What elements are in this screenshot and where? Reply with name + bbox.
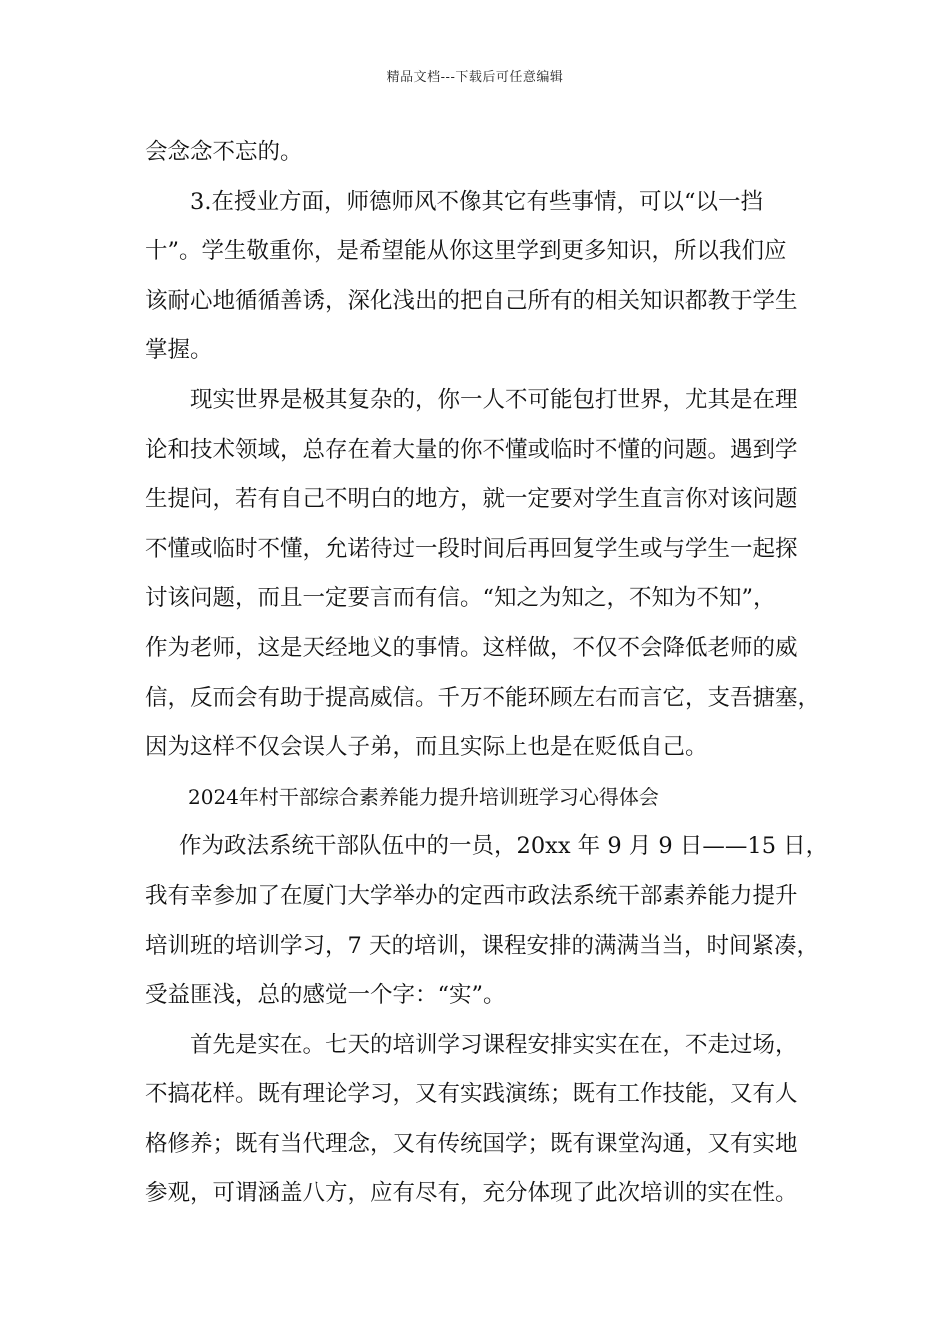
section-title: 2024年村干部综合素养能力提升培训班学习心得体会 bbox=[188, 784, 659, 809]
paragraph-line: 十”。学生敬重你，是希望能从你这里学到更多知识，所以我们应 bbox=[145, 238, 787, 265]
paragraph-line: 参观，可谓涵盖八方，应有尽有，充分体现了此次培训的实在性。 bbox=[145, 1180, 798, 1207]
paragraph-line: 受益匪浅，总的感觉一个字：“实”。 bbox=[145, 982, 506, 1009]
paragraph-line: 掌握。 bbox=[145, 337, 213, 364]
paragraph-line: 该耐心地循循善诱，深化浅出的把自己所有的相关知识都教于学生 bbox=[145, 287, 798, 314]
paragraph-line: 首先是实在。七天的培训学习课程安排实实在在，不走过场， bbox=[190, 1031, 798, 1058]
document-body bbox=[145, 128, 829, 1219]
paragraph-line: 会念念不忘的。 bbox=[145, 139, 303, 165]
paragraph-line: 不搞花样。既有理论学习，又有实践演练；既有工作技能，又有人 bbox=[145, 1081, 798, 1108]
paragraph-line: 格修养；既有当代理念，又有传统国学；既有课堂沟通，又有实地 bbox=[145, 1130, 798, 1157]
paragraph-line: 现实世界是极其复杂的，你一人不可能包打世界，尤其是在理 bbox=[190, 386, 798, 413]
paragraph-line: 论和技术领域，总存在着大量的你不懂或临时不懂的问题。遇到学 bbox=[145, 436, 798, 463]
paragraph-line: 因为这样不仅会误人子弟，而且实际上也是在贬低自己。 bbox=[145, 734, 708, 761]
paragraph-line: 生提问，若有自己不明白的地方，就一定要对学生直言你对该问题 bbox=[145, 486, 798, 513]
paragraph-line: 3.在授业方面，师德师风不像其它有些事情，可以“以一挡 bbox=[190, 188, 763, 215]
page-header: 精品文档---下载后可任意编辑 bbox=[386, 70, 564, 85]
paragraph-line: 培训班的培训学习，7 天的培训，课程安排的满满当当，时间紧凑， bbox=[145, 932, 819, 959]
paragraph-line: 讨该问题，而且一定要言而有信。“知之为知之，不知为不知”， bbox=[145, 585, 776, 612]
paragraph-line: 不懂或临时不懂，允诺待过一段时间后再回复学生或与学生一起探 bbox=[145, 535, 798, 562]
paragraph-line: 作为政法系统干部队伍中的一员，20xx 年 9 月 9 日——15 日， bbox=[179, 833, 829, 860]
paragraph-line: 作为老师，这是天经地义的事情。这样做，不仅不会降低老师的威 bbox=[145, 634, 798, 661]
paragraph-line: 我有幸参加了在厦门大学举办的定西市政法系统干部素养能力提升 bbox=[145, 882, 798, 909]
paragraph-line: 信，反而会有助于提高威信。千万不能环顾左右而言它，支吾搪塞， bbox=[145, 684, 821, 711]
